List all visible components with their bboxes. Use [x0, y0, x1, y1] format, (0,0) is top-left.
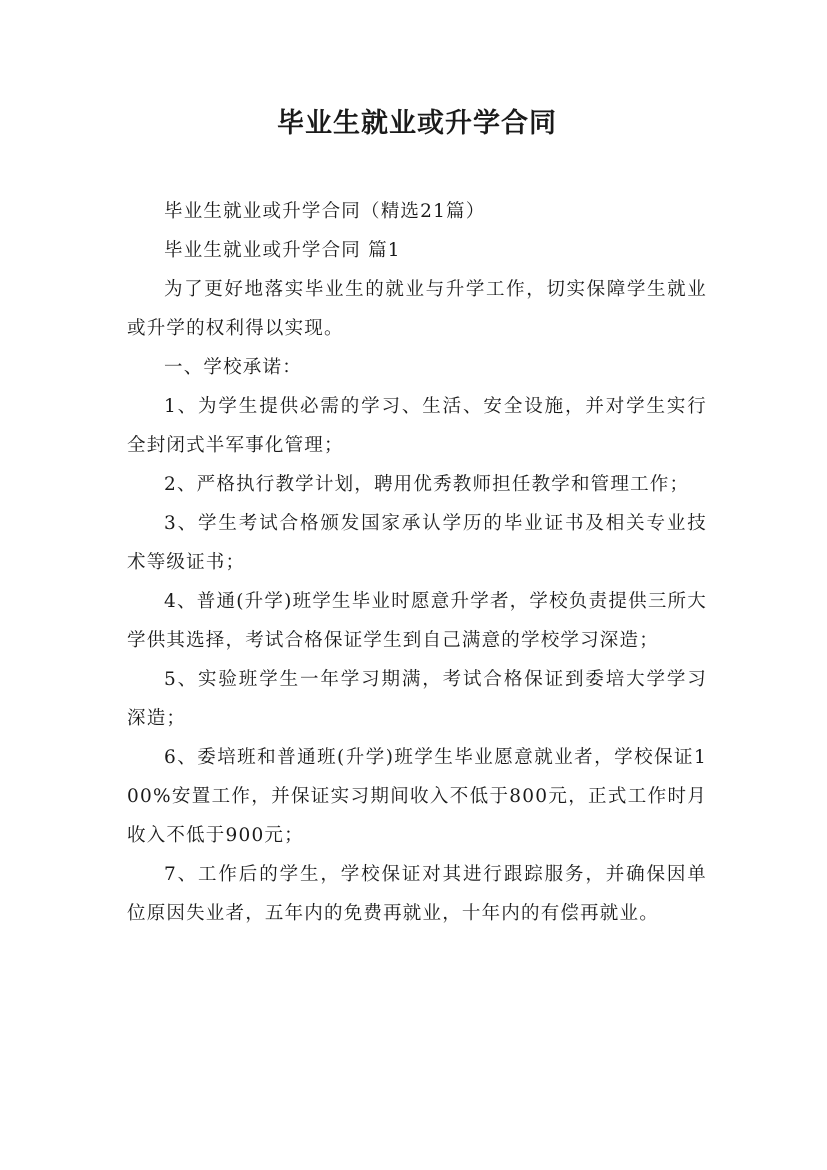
document-body [127, 192, 707, 933]
paragraph-item-5: 5、实验班学生一年学习期满，考试合格保证到委培大学学习深造； [127, 669, 707, 729]
paragraph-item-6: 6、委培班和普通班(升学)班学生毕业愿意就业者，学校保证100%安置工作，并保证实习期间收入不低于800元，正式工作时月收入不低于900元； [127, 747, 707, 846]
paragraph-item-1: 1、为学生提供必需的学习、生活、安全设施，并对学生实行全封闭式半军事化管理； [127, 396, 707, 456]
document-title: 毕业生就业或升学合同 [277, 108, 557, 139]
paragraph-subtitle: 毕业生就业或升学合同（精选21篇） [164, 201, 486, 222]
paragraph-article-heading: 毕业生就业或升学合同 篇1 [164, 240, 401, 261]
paragraph-section-heading: 一、学校承诺： [164, 357, 302, 378]
paragraph-intro: 为了更好地落实毕业生的就业与升学工作，切实保障学生就业或升学的权利得以实现。 [127, 279, 707, 339]
paragraph-item-7: 7、工作后的学生，学校保证对其进行跟踪服务，并确保因单位原因失业者，五年内的免费再就业，十年内的有偿再就业。 [127, 864, 707, 924]
paragraph-item-2: 2、严格执行教学计划，聘用优秀教师担任教学和管理工作； [164, 474, 690, 495]
paragraph-item-3: 3、学生考试合格颁发国家承认学历的毕业证书及相关专业技术等级证书； [127, 513, 707, 573]
paragraph-item-4: 4、普通(升学)班学生毕业时愿意升学者，学校负责提供三所大学供其选择，考试合格保证学生到自己满意的学校学习深造； [127, 591, 707, 651]
